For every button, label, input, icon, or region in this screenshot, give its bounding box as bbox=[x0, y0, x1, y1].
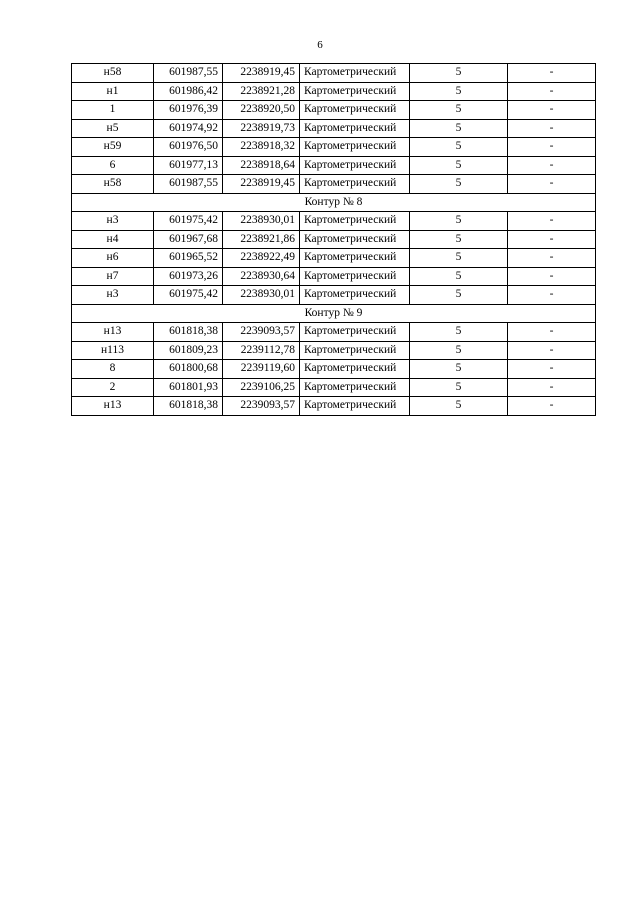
point-id-cell: н5 bbox=[72, 119, 154, 138]
accuracy-cell: 5 bbox=[410, 323, 508, 342]
x-coordinate-cell: 601809,23 bbox=[154, 341, 223, 360]
table-row bbox=[72, 82, 596, 101]
accuracy-cell: 5 bbox=[410, 156, 508, 175]
accuracy-cell: 5 bbox=[410, 397, 508, 416]
accuracy-cell: 5 bbox=[410, 119, 508, 138]
x-coordinate-cell: 601987,55 bbox=[154, 175, 223, 194]
table-row bbox=[72, 267, 596, 286]
method-cell: Картометрический bbox=[300, 138, 410, 157]
formula-cell: - bbox=[508, 397, 596, 416]
y-coordinate-cell: 2238919,45 bbox=[223, 64, 300, 83]
x-coordinate-cell: 601976,39 bbox=[154, 101, 223, 120]
y-coordinate-cell: 2238921,86 bbox=[223, 230, 300, 249]
accuracy-cell: 5 bbox=[410, 286, 508, 305]
table-row bbox=[72, 360, 596, 379]
x-coordinate-cell: 601965,52 bbox=[154, 249, 223, 268]
y-coordinate-cell: 2238920,50 bbox=[223, 101, 300, 120]
accuracy-cell: 5 bbox=[410, 212, 508, 231]
y-coordinate-cell: 2238918,32 bbox=[223, 138, 300, 157]
x-coordinate-cell: 601967,68 bbox=[154, 230, 223, 249]
formula-cell: - bbox=[508, 341, 596, 360]
point-id-cell: н3 bbox=[72, 212, 154, 231]
x-coordinate-cell: 601986,42 bbox=[154, 82, 223, 101]
y-coordinate-cell: 2239106,25 bbox=[223, 378, 300, 397]
formula-cell: - bbox=[508, 286, 596, 305]
point-id-cell: н7 bbox=[72, 267, 154, 286]
point-id-cell: н13 bbox=[72, 323, 154, 342]
point-id-cell: н58 bbox=[72, 64, 154, 83]
table-row bbox=[72, 156, 596, 175]
point-id-cell: 2 bbox=[72, 378, 154, 397]
x-coordinate-cell: 601977,13 bbox=[154, 156, 223, 175]
coordinates-table bbox=[71, 63, 596, 416]
contour-header-row bbox=[72, 193, 596, 212]
coordinates-table-body bbox=[72, 64, 596, 416]
point-id-cell: 1 bbox=[72, 101, 154, 120]
x-coordinate-cell: 601976,50 bbox=[154, 138, 223, 157]
y-coordinate-cell: 2238922,49 bbox=[223, 249, 300, 268]
method-cell: Картометрический bbox=[300, 341, 410, 360]
accuracy-cell: 5 bbox=[410, 360, 508, 379]
contour-title: Контур № 8 bbox=[72, 193, 596, 212]
formula-cell: - bbox=[508, 249, 596, 268]
contour-header-row bbox=[72, 304, 596, 323]
table-row bbox=[72, 230, 596, 249]
point-id-cell: 8 bbox=[72, 360, 154, 379]
y-coordinate-cell: 2238918,64 bbox=[223, 156, 300, 175]
method-cell: Картометрический bbox=[300, 101, 410, 120]
x-coordinate-cell: 601987,55 bbox=[154, 64, 223, 83]
point-id-cell: н6 bbox=[72, 249, 154, 268]
formula-cell: - bbox=[508, 64, 596, 83]
table-row bbox=[72, 212, 596, 231]
method-cell: Картометрический bbox=[300, 119, 410, 138]
method-cell: Картометрический bbox=[300, 323, 410, 342]
method-cell: Картометрический bbox=[300, 64, 410, 83]
y-coordinate-cell: 2238930,64 bbox=[223, 267, 300, 286]
y-coordinate-cell: 2238921,28 bbox=[223, 82, 300, 101]
accuracy-cell: 5 bbox=[410, 267, 508, 286]
accuracy-cell: 5 bbox=[410, 249, 508, 268]
table-row bbox=[72, 249, 596, 268]
method-cell: Картометрический bbox=[300, 82, 410, 101]
table-row bbox=[72, 64, 596, 83]
formula-cell: - bbox=[508, 175, 596, 194]
table-row bbox=[72, 323, 596, 342]
y-coordinate-cell: 2238930,01 bbox=[223, 286, 300, 305]
formula-cell: - bbox=[508, 156, 596, 175]
method-cell: Картометрический bbox=[300, 230, 410, 249]
formula-cell: - bbox=[508, 323, 596, 342]
y-coordinate-cell: 2238919,73 bbox=[223, 119, 300, 138]
contour-title: Контур № 9 bbox=[72, 304, 596, 323]
formula-cell: - bbox=[508, 212, 596, 231]
point-id-cell: н3 bbox=[72, 286, 154, 305]
accuracy-cell: 5 bbox=[410, 230, 508, 249]
table-row bbox=[72, 101, 596, 120]
y-coordinate-cell: 2238930,01 bbox=[223, 212, 300, 231]
point-id-cell: н58 bbox=[72, 175, 154, 194]
y-coordinate-cell: 2239093,57 bbox=[223, 323, 300, 342]
point-id-cell: н1 bbox=[72, 82, 154, 101]
x-coordinate-cell: 601818,38 bbox=[154, 397, 223, 416]
accuracy-cell: 5 bbox=[410, 101, 508, 120]
formula-cell: - bbox=[508, 230, 596, 249]
accuracy-cell: 5 bbox=[410, 341, 508, 360]
table-row bbox=[72, 175, 596, 194]
x-coordinate-cell: 601818,38 bbox=[154, 323, 223, 342]
y-coordinate-cell: 2239112,78 bbox=[223, 341, 300, 360]
x-coordinate-cell: 601973,26 bbox=[154, 267, 223, 286]
point-id-cell: н113 bbox=[72, 341, 154, 360]
x-coordinate-cell: 601801,93 bbox=[154, 378, 223, 397]
method-cell: Картометрический bbox=[300, 267, 410, 286]
y-coordinate-cell: 2239093,57 bbox=[223, 397, 300, 416]
x-coordinate-cell: 601974,92 bbox=[154, 119, 223, 138]
point-id-cell: н13 bbox=[72, 397, 154, 416]
table-row bbox=[72, 286, 596, 305]
x-coordinate-cell: 601800,68 bbox=[154, 360, 223, 379]
point-id-cell: 6 bbox=[72, 156, 154, 175]
method-cell: Картометрический bbox=[300, 175, 410, 194]
method-cell: Картометрический bbox=[300, 360, 410, 379]
formula-cell: - bbox=[508, 119, 596, 138]
formula-cell: - bbox=[508, 267, 596, 286]
accuracy-cell: 5 bbox=[410, 378, 508, 397]
accuracy-cell: 5 bbox=[410, 138, 508, 157]
table-row bbox=[72, 138, 596, 157]
accuracy-cell: 5 bbox=[410, 82, 508, 101]
point-id-cell: н4 bbox=[72, 230, 154, 249]
formula-cell: - bbox=[508, 378, 596, 397]
table-row bbox=[72, 378, 596, 397]
accuracy-cell: 5 bbox=[410, 64, 508, 83]
method-cell: Картометрический bbox=[300, 378, 410, 397]
accuracy-cell: 5 bbox=[410, 175, 508, 194]
formula-cell: - bbox=[508, 82, 596, 101]
formula-cell: - bbox=[508, 101, 596, 120]
table-row bbox=[72, 397, 596, 416]
formula-cell: - bbox=[508, 138, 596, 157]
table-row bbox=[72, 119, 596, 138]
x-coordinate-cell: 601975,42 bbox=[154, 212, 223, 231]
y-coordinate-cell: 2239119,60 bbox=[223, 360, 300, 379]
x-coordinate-cell: 601975,42 bbox=[154, 286, 223, 305]
method-cell: Картометрический bbox=[300, 397, 410, 416]
method-cell: Картометрический bbox=[300, 156, 410, 175]
y-coordinate-cell: 2238919,45 bbox=[223, 175, 300, 194]
formula-cell: - bbox=[508, 360, 596, 379]
page-number: 6 bbox=[317, 39, 323, 51]
point-id-cell: н59 bbox=[72, 138, 154, 157]
method-cell: Картометрический bbox=[300, 286, 410, 305]
method-cell: Картометрический bbox=[300, 212, 410, 231]
table-row bbox=[72, 341, 596, 360]
method-cell: Картометрический bbox=[300, 249, 410, 268]
